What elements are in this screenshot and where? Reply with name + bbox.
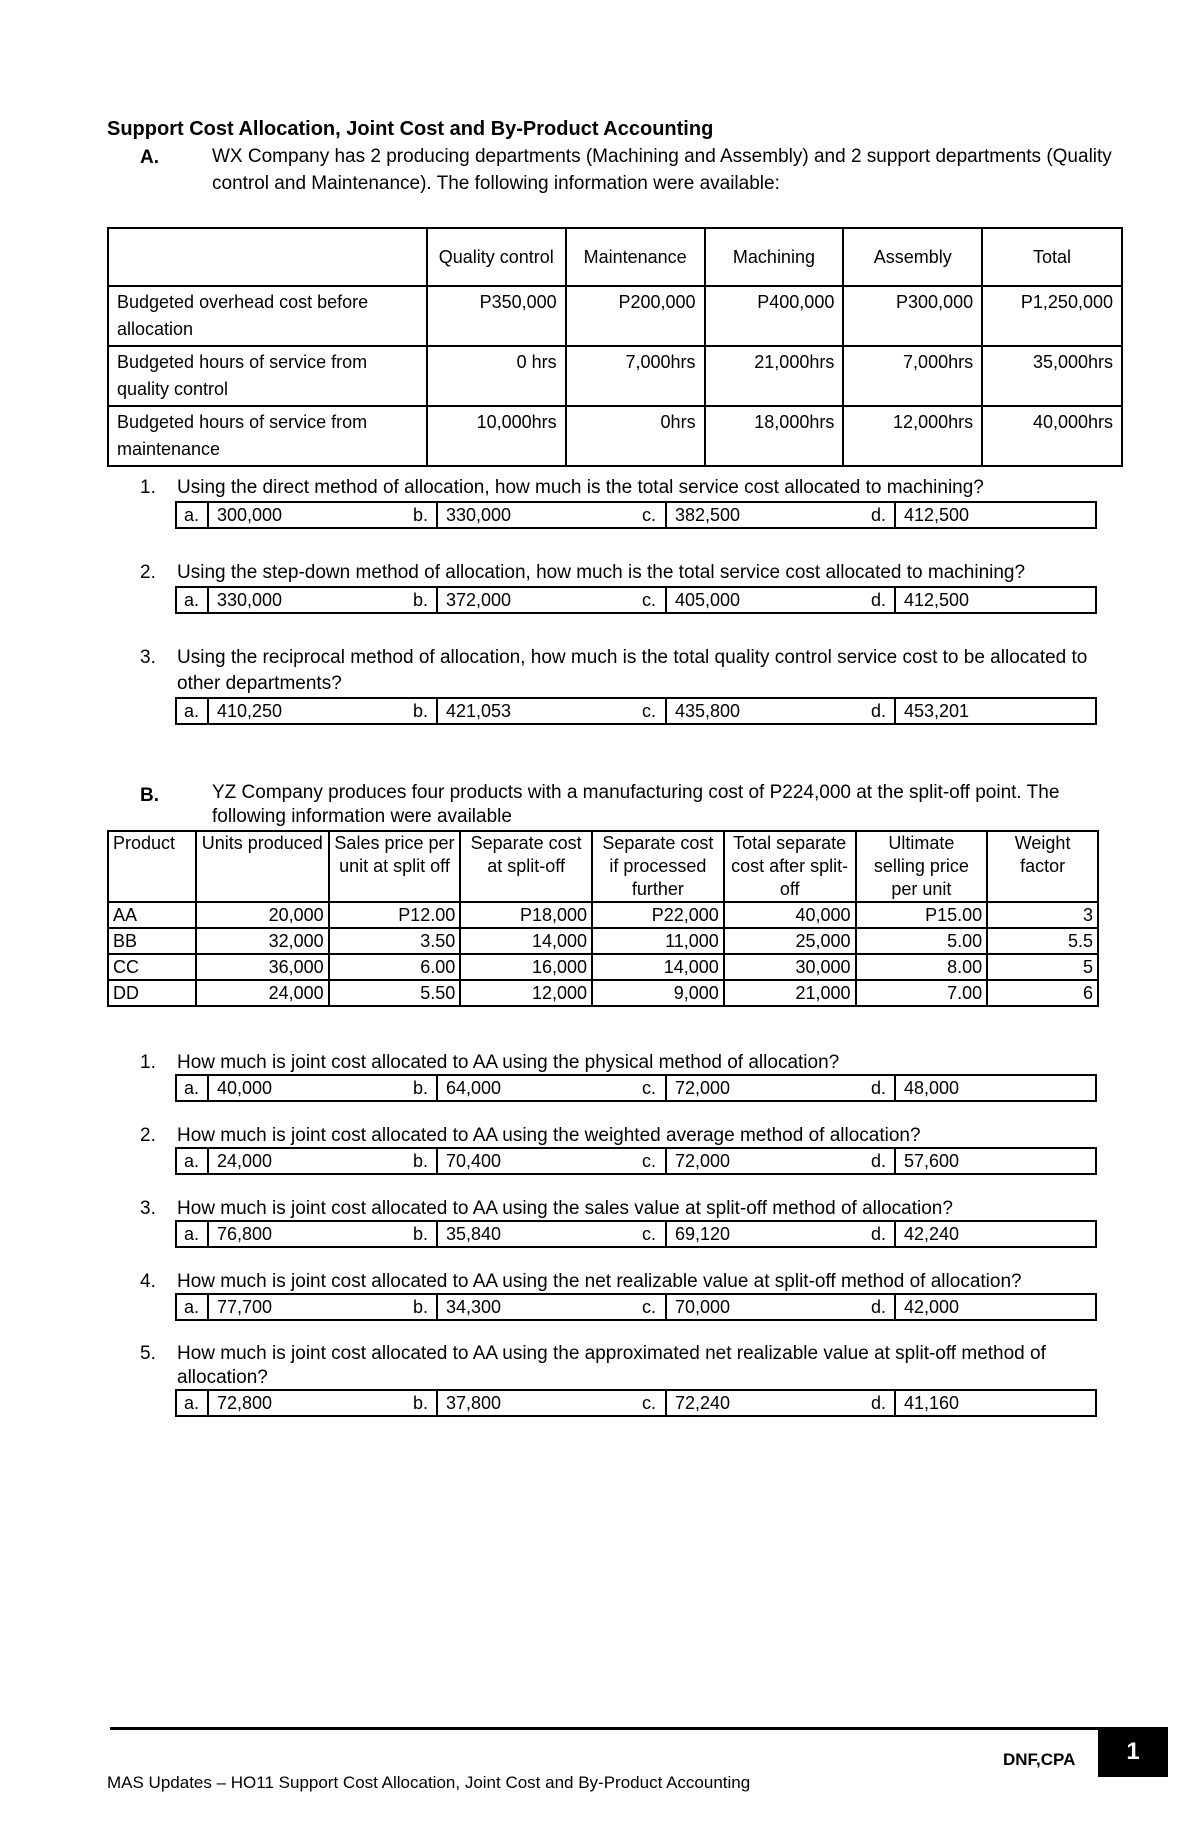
table-cell: 9,000 [592, 980, 724, 1006]
table-cell: 40,000hrs [982, 406, 1122, 466]
option-letter: d. [864, 1391, 896, 1415]
option-value: 76,800 [217, 1224, 273, 1244]
table-cell: 24,000 [196, 980, 329, 1006]
header-cell: Weight factor [987, 831, 1098, 902]
option-value: 412,500 [904, 505, 970, 525]
option-value: 372,000 [446, 590, 512, 610]
answer-options [175, 1293, 1097, 1321]
section-a-letter: A. [140, 147, 159, 168]
table-cell: 7,000hrs [843, 346, 982, 406]
table-cell: 25,000 [724, 928, 856, 954]
document-title: Support Cost Allocation, Joint Cost and By-Product Accounting [107, 118, 714, 140]
footer-divider [110, 1727, 1098, 1730]
header-cell [108, 228, 427, 286]
option-value: 405,000 [675, 590, 741, 610]
table-cell: P15.00 [856, 902, 988, 928]
question-number: 2. [140, 562, 156, 583]
question-number: 4. [140, 1271, 156, 1292]
table-cell: P1,250,000 [982, 286, 1122, 346]
department-cost-table [107, 227, 1123, 467]
option-value: 64,000 [446, 1078, 502, 1098]
table-cell: P18,000 [460, 902, 592, 928]
table-cell: 0hrs [566, 406, 705, 466]
option-letter: d. [864, 1222, 896, 1246]
question-number: 3. [140, 1198, 156, 1219]
header-cell: Machining [705, 228, 844, 286]
option-value: 330,000 [217, 590, 283, 610]
table-cell: 5.00 [856, 928, 988, 954]
table-cell: DD [108, 980, 196, 1006]
option-value: 70,400 [446, 1151, 502, 1171]
table-cell: 32,000 [196, 928, 329, 954]
header-cell: Product [108, 831, 196, 902]
option-letter: d. [864, 1076, 896, 1100]
answer-options [175, 1389, 1097, 1417]
table-cell: P400,000 [705, 286, 844, 346]
table-cell: P200,000 [566, 286, 705, 346]
section-a-intro: WX Company has 2 producing departments (Machining and Assembly) and 2 support departments (Quality control and Maintenance). The following information were available: [212, 146, 1112, 194]
option-value: 77,700 [217, 1297, 273, 1317]
option-value: 37,800 [446, 1393, 502, 1413]
option-letter: b. [406, 1295, 438, 1319]
header-cell: Total [982, 228, 1122, 286]
option-value: 300,000 [217, 505, 283, 525]
option-letter: a. [177, 503, 209, 527]
option-value: 40,000 [217, 1078, 273, 1098]
question-text: How much is joint cost allocated to AA using the physical method of allocation? [177, 1052, 840, 1073]
table-cell: 3.50 [329, 928, 461, 954]
page-number: 1 [1098, 1727, 1168, 1777]
option-letter: a. [177, 1076, 209, 1100]
option-value: 412,500 [904, 590, 970, 610]
table-cell: 21,000 [724, 980, 856, 1006]
product-table [107, 830, 1099, 1007]
table-cell: 0 hrs [427, 346, 566, 406]
option-value: 382,500 [675, 505, 741, 525]
question-text: Using the direct method of allocation, how much is the total service cost allocated to machining? [177, 477, 984, 498]
header-cell: Total separate cost after split-off [724, 831, 856, 902]
table-cell: 3 [987, 902, 1098, 928]
table-cell: 10,000hrs [427, 406, 566, 466]
table-cell: 12,000hrs [843, 406, 982, 466]
answer-options [175, 1220, 1097, 1248]
table-row [108, 928, 1098, 954]
table-cell: 16,000 [460, 954, 592, 980]
option-letter: b. [406, 1149, 438, 1173]
option-letter: d. [864, 699, 896, 723]
option-value: 48,000 [904, 1078, 960, 1098]
table-header-row [108, 228, 1122, 286]
table-cell: AA [108, 902, 196, 928]
option-letter: c. [635, 1076, 667, 1100]
option-letter: c. [635, 1149, 667, 1173]
table-cell: P12.00 [329, 902, 461, 928]
row-label: Budgeted hours of service from quality control [108, 346, 427, 406]
question-text: How much is joint cost allocated to AA using the net realizable value at split-off method of allocation? [177, 1271, 1022, 1292]
option-letter: d. [864, 588, 896, 612]
question-number: 1. [140, 477, 156, 498]
option-value: 72,000 [675, 1078, 731, 1098]
header-cell: Ultimate selling price per unit [856, 831, 988, 902]
table-cell: 14,000 [592, 954, 724, 980]
question-text: How much is joint cost allocated to AA using the approximated net realizable value at split-off method of allocation? [177, 1343, 1046, 1388]
table-cell: 14,000 [460, 928, 592, 954]
table-cell: 7,000hrs [566, 346, 705, 406]
option-letter: b. [406, 1391, 438, 1415]
table-cell: 5.5 [987, 928, 1098, 954]
option-letter: a. [177, 1295, 209, 1319]
table-cell: 20,000 [196, 902, 329, 928]
table-row [108, 954, 1098, 980]
header-cell: Quality control [427, 228, 566, 286]
option-letter: b. [406, 699, 438, 723]
option-value: 72,240 [675, 1393, 731, 1413]
option-value: 70,000 [675, 1297, 731, 1317]
header-cell: Separate cost if processed further [592, 831, 724, 902]
answer-options [175, 501, 1097, 529]
question-text: How much is joint cost allocated to AA using the weighted average method of allocation? [177, 1125, 921, 1146]
table-row [108, 406, 1122, 466]
table-row [108, 902, 1098, 928]
question-number: 2. [140, 1125, 156, 1146]
option-letter: c. [635, 1391, 667, 1415]
table-cell: 12,000 [460, 980, 592, 1006]
option-letter: c. [635, 503, 667, 527]
option-value: 35,840 [446, 1224, 502, 1244]
answer-options [175, 697, 1097, 725]
row-label: Budgeted overhead cost before allocation [108, 286, 427, 346]
header-cell: Units produced [196, 831, 329, 902]
question-text: Using the step-down method of allocation, how much is the total service cost allocated to machining? [177, 562, 1026, 583]
question-number: 3. [140, 647, 156, 668]
answer-options [175, 1074, 1097, 1102]
author-signature: DNF,CPA [1003, 1750, 1076, 1769]
option-value: 72,800 [217, 1393, 273, 1413]
option-letter: c. [635, 699, 667, 723]
option-value: 410,250 [217, 701, 283, 721]
option-letter: a. [177, 1149, 209, 1173]
option-letter: c. [635, 1295, 667, 1319]
option-value: 42,000 [904, 1297, 960, 1317]
answer-options [175, 1147, 1097, 1175]
option-letter: b. [406, 1222, 438, 1246]
table-cell: 35,000hrs [982, 346, 1122, 406]
table-cell: 6 [987, 980, 1098, 1006]
option-value: 41,160 [904, 1393, 960, 1413]
option-letter: b. [406, 588, 438, 612]
option-letter: c. [635, 588, 667, 612]
option-value: 435,800 [675, 701, 741, 721]
option-value: 330,000 [446, 505, 512, 525]
table-cell: 40,000 [724, 902, 856, 928]
table-cell: 6.00 [329, 954, 461, 980]
question-text: Using the reciprocal method of allocation, how much is the total quality control service cost to be allocated to other departments? [177, 647, 1088, 694]
table-cell: 7.00 [856, 980, 988, 1006]
footer-text: MAS Updates – HO11 Support Cost Allocation, Joint Cost and By-Product Accounting [107, 1773, 751, 1792]
table-header-row [108, 831, 1098, 902]
header-cell: Separate cost at split-off [460, 831, 592, 902]
header-cell: Maintenance [566, 228, 705, 286]
option-value: 42,240 [904, 1224, 960, 1244]
option-letter: c. [635, 1222, 667, 1246]
option-value: 421,053 [446, 701, 512, 721]
table-row [108, 286, 1122, 346]
option-letter: a. [177, 699, 209, 723]
option-letter: d. [864, 503, 896, 527]
table-row [108, 346, 1122, 406]
option-letter: d. [864, 1295, 896, 1319]
table-cell: P350,000 [427, 286, 566, 346]
table-cell: P300,000 [843, 286, 982, 346]
option-value: 34,300 [446, 1297, 502, 1317]
header-cell: Sales price per unit at split off [329, 831, 461, 902]
option-letter: b. [406, 503, 438, 527]
option-letter: a. [177, 1391, 209, 1415]
option-letter: a. [177, 588, 209, 612]
table-cell: 5.50 [329, 980, 461, 1006]
question-number: 1. [140, 1052, 156, 1073]
option-value: 453,201 [904, 701, 970, 721]
option-value: 24,000 [217, 1151, 273, 1171]
answer-options [175, 586, 1097, 614]
option-letter: b. [406, 1076, 438, 1100]
option-value: 69,120 [675, 1224, 731, 1244]
question-number: 5. [140, 1343, 156, 1364]
option-letter: d. [864, 1149, 896, 1173]
option-letter: a. [177, 1222, 209, 1246]
table-cell: 5 [987, 954, 1098, 980]
table-cell: CC [108, 954, 196, 980]
table-cell: 11,000 [592, 928, 724, 954]
section-b-letter: B. [140, 785, 159, 806]
table-cell: 30,000 [724, 954, 856, 980]
option-value: 57,600 [904, 1151, 960, 1171]
question-text: How much is joint cost allocated to AA using the sales value at split-off method of allocation? [177, 1198, 953, 1219]
table-row [108, 980, 1098, 1006]
table-cell: 18,000hrs [705, 406, 844, 466]
table-cell: P22,000 [592, 902, 724, 928]
table-cell: 8.00 [856, 954, 988, 980]
section-b-intro: YZ Company produces four products with a manufacturing cost of P224,000 at the split-off point. The following information were available [212, 782, 1060, 827]
row-label: Budgeted hours of service from maintenance [108, 406, 427, 466]
header-cell: Assembly [843, 228, 982, 286]
table-cell: 36,000 [196, 954, 329, 980]
table-cell: 21,000hrs [705, 346, 844, 406]
option-value: 72,000 [675, 1151, 731, 1171]
table-cell: BB [108, 928, 196, 954]
